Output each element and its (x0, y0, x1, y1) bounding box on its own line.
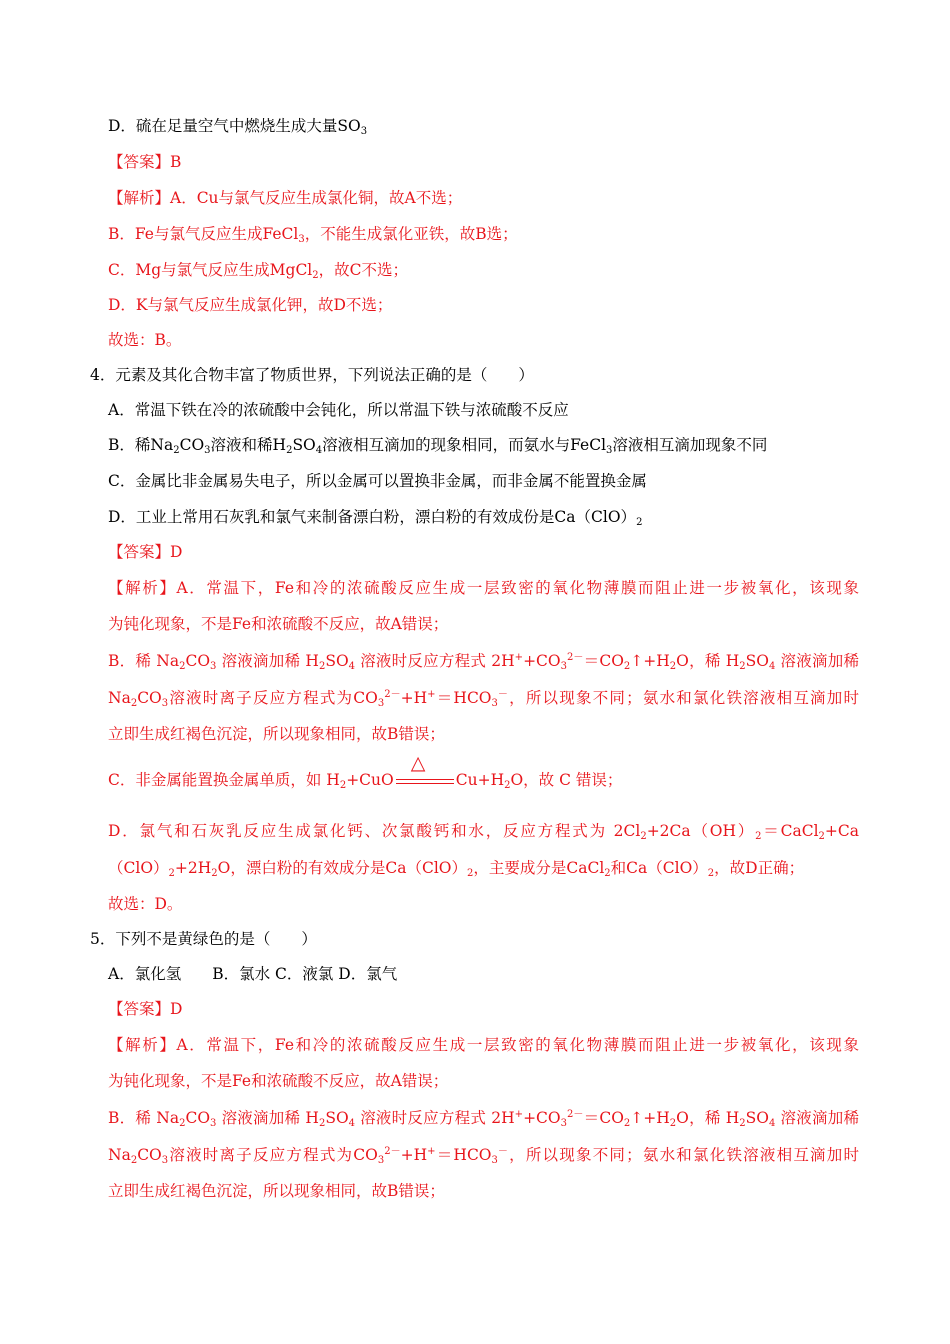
q5-stem: 5．下列不是黄绿色的是（ ） (90, 930, 317, 948)
q4-explanation-d-line1: D．氯气和石灰乳反应生成氯化钙、次氯酸钙和水，反应方程式为 $2Cl_2+2Ca(OH)_2=CaCl_2+Ca$ (108, 822, 859, 842)
q5-explanation-a-line1: 【解析】A．常温下，Fe和冷的浓硫酸反应生成一层致密的氧化物薄膜而阻止进一步被氧化，该现象 (108, 1036, 859, 1054)
q3-explanation-b: B．Fe与氯气反应生成FeCl$_3$，不能生成氯化亚铁，故B选； (108, 225, 518, 245)
q5-explanation-b-line1: B．稀 $Na_2CO_3$ 溶液滴加稀 $H_2SO_4$ 溶液时反应方程式 $2H^++CO_3^{2-}=CO_2↑+H_2O$，稀 $H_2SO_4$ 溶液滴加稀 (108, 1109, 859, 1129)
q4-option-a: A．常温下铁在冷的浓硫酸中会钝化，所以常温下铁与浓硫酸不反应 (108, 401, 569, 419)
q4-option-d: D．工业上常用石灰乳和氯气来制备漂白粉，漂白粉的有效成份是$Ca(ClO)_2$ (108, 508, 643, 528)
q5-explanation-b-line2: $Na_2CO_3$溶液时离子反应方程式为$CO_3^{2-}+H^+=HCO_3^-$，所以现象不同；氨水和氯化铁溶液相互滴加时 (108, 1146, 859, 1166)
q3-explanation-a: 【解析】A．Cu与氯气反应生成氯化铜，故A不选； (108, 189, 463, 207)
q3-option-d: D．硫在足量空气中燃烧生成大量$SO_3$ (108, 117, 368, 137)
q5-answer: 【答案】D (108, 1000, 183, 1018)
q5-options: A．氯化氢 B．氯水 C．液氯 D．氯气 (108, 965, 398, 983)
q4-explanation-b-line2: $Na_2CO_3$溶液时离子反应方程式为$CO_3^{2-}+H^+=HCO_3^-$，所以现象不同；氨水和氯化铁溶液相互滴加时 (108, 689, 859, 709)
q3-answer: 【答案】B (108, 153, 182, 171)
q4-explanation-a-line2: 为钝化现象，不是Fe和浓硫酸不反应，故A错误； (108, 615, 449, 633)
q5-explanation-b-line3: 立即生成红褐色沉淀，所以现象相同，故B错误； (108, 1182, 445, 1200)
q4-option-b: B．稀$Na_2CO_3$溶液和稀$H_2SO_4$溶液相互滴加的现象相同，而氨水与FeCl$_3$溶液相互滴加现象不同 (108, 436, 768, 456)
q3-conclusion: 故选：B。 (108, 331, 182, 349)
q4-explanation-d-line2: $(ClO)_2+2H_2O$，漂白粉的有效成分是$Ca(ClO)_2$，主要成分是CaCl$_2$和$Ca(ClO)_2$，故D正确； (108, 859, 805, 879)
q4-explanation-b-line3: 立即生成红褐色沉淀，所以现象相同，故B错误； (108, 725, 445, 743)
q3-explanation-d: D．K与氯气反应生成氯化钾，故D不选； (108, 296, 393, 314)
q5-explanation-a-line2: 为钝化现象，不是Fe和浓硫酸不反应，故A错误； (108, 1072, 449, 1090)
q4-option-c: C．金属比非金属易失电子，所以金属可以置换非金属，而非金属不能置换金属 (108, 472, 647, 490)
q4-explanation-a-line1: 【解析】A．常温下，Fe和冷的浓硫酸反应生成一层致密的氧化物薄膜而阻止进一步被氧化，该现象 (108, 579, 859, 597)
q4-answer: 【答案】D (108, 543, 183, 561)
q4-explanation-b-line1: B．稀 $Na_2CO_3$ 溶液滴加稀 $H_2SO_4$ 溶液时反应方程式 $2H^++CO_3^{2-}=CO_2↑+H_2O$，稀 $H_2SO_4$ 溶液滴加稀 (108, 652, 859, 672)
q4-stem: 4．元素及其化合物丰富了物质世界，下列说法正确的是（ ） (90, 366, 534, 384)
heating-condition-sign: △ (394, 769, 456, 791)
q4-conclusion: 故选：D。 (108, 895, 183, 913)
q3-explanation-c: C．Mg与氯气反应生成MgCl$_2$，故C不选； (108, 261, 409, 281)
q4-explanation-c: C．非金属能置换金属单质，如 $H_2+CuO$ △ $Cu+H_2O$，故 C 错误； (108, 752, 623, 791)
